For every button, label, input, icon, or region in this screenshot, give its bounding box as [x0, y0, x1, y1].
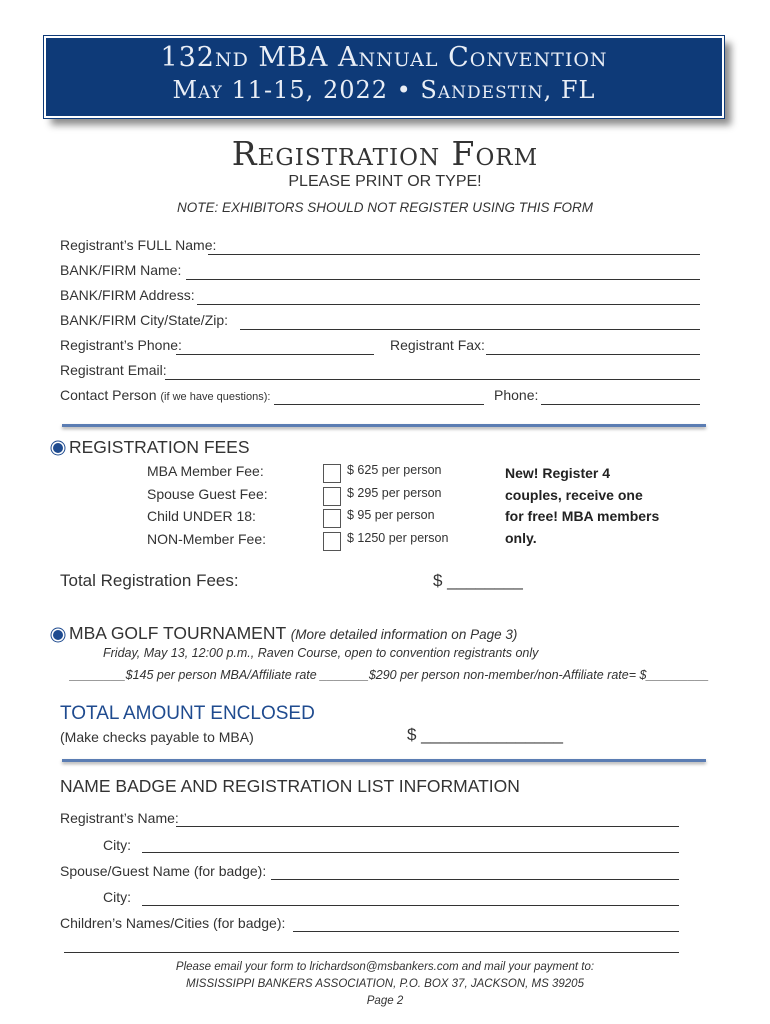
bank-address-label: BANK/FIRM Address: [60, 287, 195, 303]
contact-label [60, 387, 270, 403]
child-fee-checkbox[interactable] [323, 509, 341, 528]
bank-city-label: BANK/FIRM City/State/Zip: [60, 312, 229, 328]
convention-title: 132nd MBA Annual Convention [160, 42, 608, 73]
fax-label: Registrant Fax: [390, 337, 485, 353]
section-divider [62, 759, 706, 762]
total-amount-field[interactable]: $ _______________ [407, 725, 563, 744]
form-subtitle: PLEASE PRINT OR TYPE! [288, 173, 482, 190]
footer-email-line: Please email your form to lrichardson@msbankers.com and mail your payment to: [175, 961, 595, 973]
bullet-icon [53, 630, 63, 640]
bank-name-field[interactable] [186, 279, 700, 280]
member-fee-price: $ 625 per person [347, 463, 442, 477]
check-payable-note: (Make checks payable to MBA) [60, 729, 254, 745]
header-banner [44, 36, 724, 118]
golf-details: Friday, May 13, 12:00 p.m., Raven Course, open to convention registrants only [103, 646, 539, 660]
phone-label: Registrant’s Phone: [60, 337, 182, 353]
fax-field[interactable] [486, 354, 700, 355]
contact-phone-label: Phone: [494, 387, 539, 403]
fees-heading: REGISTRATION FEES [69, 437, 250, 457]
badge-children-field[interactable] [293, 931, 679, 932]
badge-city2-field[interactable] [142, 905, 679, 906]
badge-city1-field[interactable] [142, 852, 679, 853]
exhibitor-note: NOTE: EXHIBITORS SHOULD NOT REGISTER USING THIS FORM [176, 200, 594, 215]
contact-field[interactable] [274, 404, 484, 405]
golf-heading-note: (More detailed information on Page 3) [290, 627, 518, 642]
golf-heading-text: MBA GOLF TOURNAMENT [69, 623, 286, 643]
spouse-fee-checkbox[interactable] [323, 487, 341, 506]
nonmember-fee-price: $ 1250 per person [347, 531, 449, 545]
page-number: Page 2 [366, 995, 404, 1007]
bank-address-field[interactable] [197, 304, 700, 305]
phone-field[interactable] [176, 354, 374, 355]
badge-city2-label: City: [103, 889, 131, 905]
badge-registrant-field[interactable] [176, 826, 679, 827]
golf-heading [69, 623, 517, 644]
contact-person-text: Contact Person [60, 387, 157, 403]
email-field[interactable] [165, 379, 700, 380]
badge-spouse-label: Spouse/Guest Name (for badge): [60, 863, 267, 879]
nonmember-fee-label: NON-Member Fee: [147, 531, 267, 547]
total-fees-label: Total Registration Fees: [60, 571, 239, 590]
promo-text: New! Register 4 couples, receive one for free! MBA members only. [505, 465, 660, 546]
full-name-label: Registrant’s FULL Name: [60, 237, 217, 253]
badge-spouse-field[interactable] [271, 879, 679, 880]
member-fee-label: MBA Member Fee: [147, 463, 264, 479]
badge-city1-label: City: [103, 837, 131, 853]
footer-address-line: MISSISSIPPI BANKERS ASSOCIATION, P.O. BOX 37, JACKSON, MS 39205 [186, 978, 584, 990]
badge-heading: NAME BADGE AND REGISTRATION LIST INFORMATION [60, 776, 520, 796]
full-name-field[interactable] [208, 254, 700, 255]
badge-children-label: Children’s Names/Cities (for badge): [60, 915, 286, 931]
total-fees-field[interactable]: $ ________ [433, 571, 523, 590]
contact-phone-field[interactable] [541, 404, 700, 405]
spouse-fee-price: $ 295 per person [347, 486, 442, 500]
email-label: Registrant Email: [60, 362, 167, 378]
child-fee-price: $ 95 per person [347, 508, 435, 522]
badge-children-extra-field[interactable] [64, 952, 679, 953]
form-title: Registration Form [231, 134, 539, 173]
bank-city-field[interactable] [240, 329, 700, 330]
bank-name-label: BANK/FIRM Name: [60, 262, 182, 278]
member-fee-checkbox[interactable] [323, 464, 341, 483]
section-divider [62, 424, 706, 427]
total-amount-heading: TOTAL AMOUNT ENCLOSED [60, 703, 315, 724]
golf-rates[interactable]: ________$145 per person MBA/Affiliate rate _______$290 per person non-member/non-Affiliate rate= $_________ [70, 668, 709, 682]
contact-note: (if we have questions): [160, 391, 271, 403]
bullet-icon [53, 443, 63, 453]
nonmember-fee-checkbox[interactable] [323, 532, 341, 551]
spouse-fee-label: Spouse Guest Fee: [147, 486, 268, 502]
child-fee-label: Child UNDER 18: [147, 508, 256, 524]
convention-dates: May 11-15, 2022 • Sandestin, FL [172, 76, 596, 104]
badge-registrant-label: Registrant’s Name: [60, 810, 179, 826]
